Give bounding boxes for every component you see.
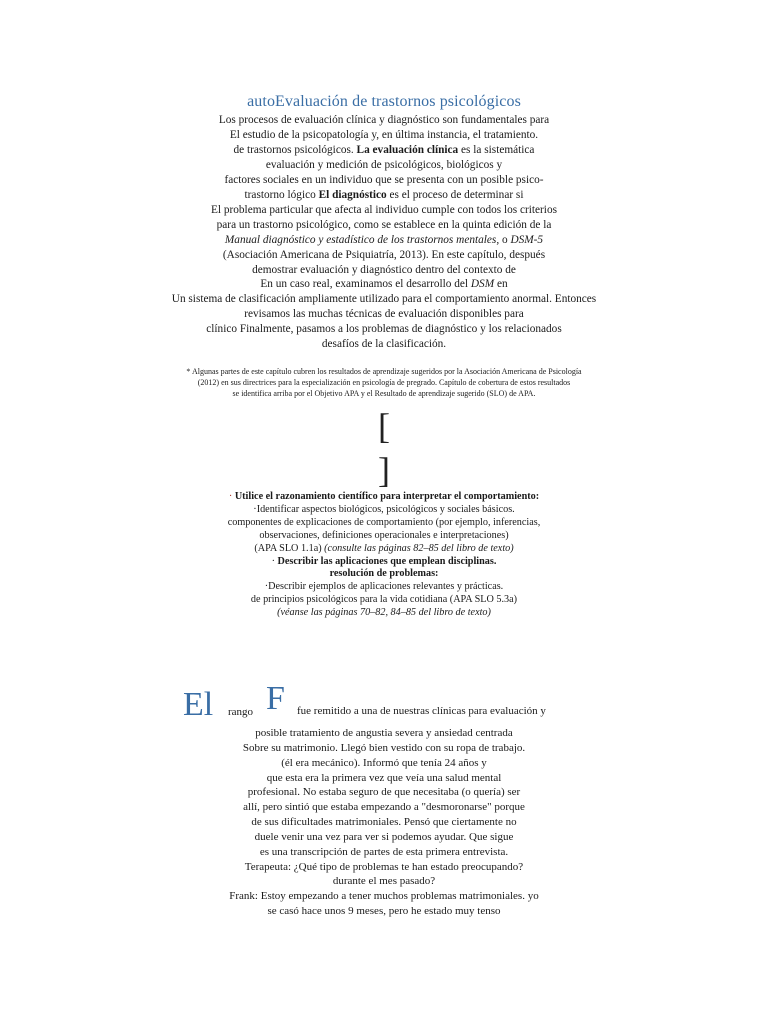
text-line: trastorno lógico El diagnóstico es el proceso de determinar si bbox=[244, 188, 524, 201]
story-opening bbox=[0, 680, 768, 728]
bullet-icon: · bbox=[228, 491, 233, 502]
story-line: allí, pero sintió que estaba empezando a "desmoronarse" porque bbox=[243, 801, 525, 814]
text-line: revisamos las muchas técnicas de evaluación disponibles para bbox=[244, 308, 524, 321]
footnote-line: * Algunas partes de este capítulo cubren los resultados de aprendizaje sugeridos por la Asociación Americana de Psicología bbox=[186, 367, 582, 376]
footnote-line: se identifica arriba por el Objetivo APA y el Resultado de aprendizaje sugerido (SLO) de APA. bbox=[232, 389, 536, 398]
story-line: Frank: Estoy empezando a tener muchos problemas matrimoniales. yo bbox=[229, 890, 539, 903]
story-line: que esta era la primera vez que veía una salud mental bbox=[266, 771, 502, 784]
text-line: evaluación y medición de psicológicos, biológicos y bbox=[265, 158, 503, 171]
text-line: Un sistema de clasificación ampliamente utilizado para el comportamiento anormal. Entonces bbox=[171, 293, 597, 306]
footnote bbox=[0, 366, 768, 399]
story-line: se casó hace unos 9 meses, pero he estado muy tenso bbox=[267, 905, 501, 918]
story-line: Terapeuta: ¿Qué tipo de problemas te han estado preocupando? bbox=[244, 860, 524, 873]
objective-heading: · Describir las aplicaciones que emplean disciplinas. bbox=[271, 555, 497, 567]
text-line: de trastornos psicológicos. La evaluación clínica es la sistemática bbox=[233, 143, 535, 156]
text-line: desafíos de la clasificación. bbox=[321, 338, 447, 351]
text-line: En un caso real, examinamos el desarrollo del DSM en bbox=[260, 278, 508, 291]
story-line: durante el mes pasado? bbox=[332, 875, 436, 888]
open-bracket: [ bbox=[378, 406, 390, 446]
text-line: clínico Finalmente, pasamos a los problemas de diagnóstico y los relacionados bbox=[206, 323, 562, 336]
text-line: demostrar evaluación y diagnóstico dentro del contexto de bbox=[252, 263, 516, 276]
objective-line: componentes de explicaciones de comportamiento (por ejemplo, inferencias, bbox=[227, 516, 541, 528]
manual-title: Manual diagnóstico y estadístico de los trastornos mentales, bbox=[224, 233, 500, 246]
dsm5-label: DSM-5 bbox=[510, 233, 544, 246]
footnote-line: (2012) en sus directrices para la especialización en psicología de pregrado. Capítulo de cobertura de estos resultados bbox=[197, 378, 571, 387]
case-story bbox=[0, 726, 768, 919]
objective-line: observaciones, definiciones operacionales e interpretaciones) bbox=[259, 529, 509, 541]
objective-heading: resolución de problemas: bbox=[329, 568, 439, 580]
text-line: El problema particular que afecta al individuo cumple con todos los criterios bbox=[210, 203, 557, 216]
story-line: profesional. No estaba seguro de que necesitaba (o quería) ser bbox=[247, 786, 521, 799]
term-clinical-evaluation: La evaluación clínica bbox=[356, 143, 459, 156]
close-bracket: ] bbox=[378, 450, 390, 490]
text-line: Manual diagnóstico y estadístico de los trastornos mentales, o DSM-5 bbox=[224, 233, 544, 246]
bullet-icon: · bbox=[271, 555, 275, 567]
story-first-line: fue remitido a una de nuestras clínicas para evaluación y bbox=[297, 705, 546, 717]
drop-cap-el: El bbox=[183, 686, 214, 723]
dsm-label: DSM bbox=[470, 278, 495, 291]
term-diagnosis: El diagnóstico bbox=[318, 188, 387, 201]
objective-line: ·Describir ejemplos de aplicaciones relevantes y prácticas. bbox=[264, 581, 504, 593]
story-line: duele venir una vez para ver si podemos ayudar. Que sigue bbox=[254, 830, 514, 843]
drop-cap-f: F bbox=[266, 680, 285, 717]
objective-line: (APA SLO 1.1a) (consulte las páginas 82–85 del libro de texto) bbox=[254, 542, 514, 554]
text-line: El estudio de la psicopatología y, en última instancia, el tratamiento. bbox=[229, 128, 539, 141]
bullet-icon: · bbox=[264, 581, 269, 593]
text-line: Los procesos de evaluación clínica y diagnóstico son fundamentales para bbox=[218, 114, 550, 126]
story-word: rango bbox=[228, 706, 254, 718]
objective-line: (véanse las páginas 70–82, 84–85 del libro de texto) bbox=[277, 607, 491, 619]
bullet-icon: · bbox=[253, 503, 257, 515]
objective-heading: · Utilice el razonamiento científico para interpretar el comportamiento: bbox=[228, 491, 540, 502]
text-line: para un trastorno psicológico, como se establece en la quinta edición de la bbox=[216, 218, 552, 231]
learning-objectives bbox=[0, 491, 768, 620]
intro-paragraph bbox=[0, 113, 768, 352]
story-line: Sobre su matrimonio. Llegó bien vestido con su ropa de trabajo. bbox=[242, 741, 526, 754]
objective-line: de principios psicológicos para la vida cotidiana (APA SLO 5.3a) bbox=[250, 594, 518, 606]
page-title: autoEvaluación de trastornos psicológicos bbox=[247, 93, 521, 110]
story-line: (él era mecánico). Informó que tenía 24 años y bbox=[281, 756, 487, 769]
objective-line: ·Identificar aspectos biológicos, psicológicos y sociales básicos. bbox=[253, 503, 515, 515]
story-line: de sus dificultades matrimoniales. Pensó que ciertamente no bbox=[251, 816, 517, 829]
text-line: (Asociación Americana de Psiquiatría, 2013). En este capítulo, después bbox=[222, 248, 546, 261]
story-line: posible tratamiento de angustia severa y ansiedad centrada bbox=[255, 727, 513, 739]
story-line: es una transcripción de partes de esta primera entrevista. bbox=[259, 845, 509, 858]
text-line: factores sociales en un individuo que se presenta con un posible psico- bbox=[224, 173, 544, 186]
